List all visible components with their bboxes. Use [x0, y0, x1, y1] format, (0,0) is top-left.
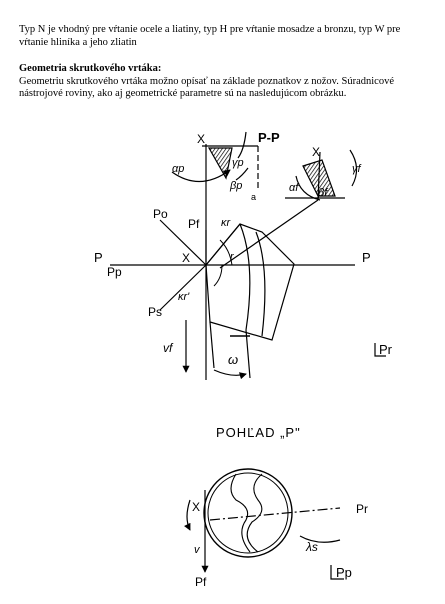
center-x-label: X: [182, 251, 191, 265]
section-heading: Geometria skrutkového vrtáka:: [19, 63, 162, 74]
pp-x-label: X: [197, 132, 206, 146]
lambda-label: λs: [306, 540, 318, 554]
pf-label: Pf: [188, 217, 200, 231]
face-x-label: X: [192, 500, 201, 514]
alpha-f-label: αf: [289, 182, 299, 194]
view-label: POHĽAD „P": [216, 425, 301, 440]
beta-f-label: βf: [318, 187, 328, 199]
a-label: a: [251, 192, 257, 202]
beta-p-label: βp: [230, 180, 243, 192]
p-left-label: P: [94, 250, 103, 265]
pf-x-label: X: [312, 145, 321, 159]
section-pp-detail: [172, 130, 280, 262]
drill-face-view: [187, 469, 368, 589]
pp-section-label: P-P: [258, 130, 280, 145]
pr-label: Pr: [379, 342, 392, 357]
p-right-label: P: [362, 250, 371, 265]
kappa-r-label: κr: [221, 217, 231, 229]
omega-label: ω: [228, 352, 239, 367]
drill-tip: [94, 207, 393, 380]
intro-text: Typ N je vhodný pre vŕtanie ocele a liatiny, typ H pre vŕtanie mosadze a bronzu, typ W pre vŕtanie hliníka a jeho zliatin: [19, 24, 401, 48]
section-body: Geometriu skrutkového vrtáka možno opísať na základe poznatkov z nožov. Súradnicové nástrojové roviny, ako aj geometrické parametre sú na nasledujúcom obrázku.: [19, 75, 394, 99]
face-pr-label: Pr: [356, 502, 368, 516]
vf-label: vf: [163, 341, 173, 355]
kappa-r-prime-label: κr': [178, 291, 190, 303]
ps-label: Ps: [148, 305, 163, 319]
pp-left-label: Pp: [107, 265, 122, 279]
po-label: Po: [153, 207, 168, 221]
alpha-p-label: αp: [172, 163, 185, 175]
r-label: r: [230, 251, 234, 263]
gamma-f-label: γf: [352, 163, 361, 175]
face-v-label: v: [194, 544, 200, 556]
face-pf-label: Pf: [195, 575, 207, 589]
face-pp-label: Pp: [336, 565, 352, 580]
gamma-p-label: γp: [232, 157, 244, 169]
